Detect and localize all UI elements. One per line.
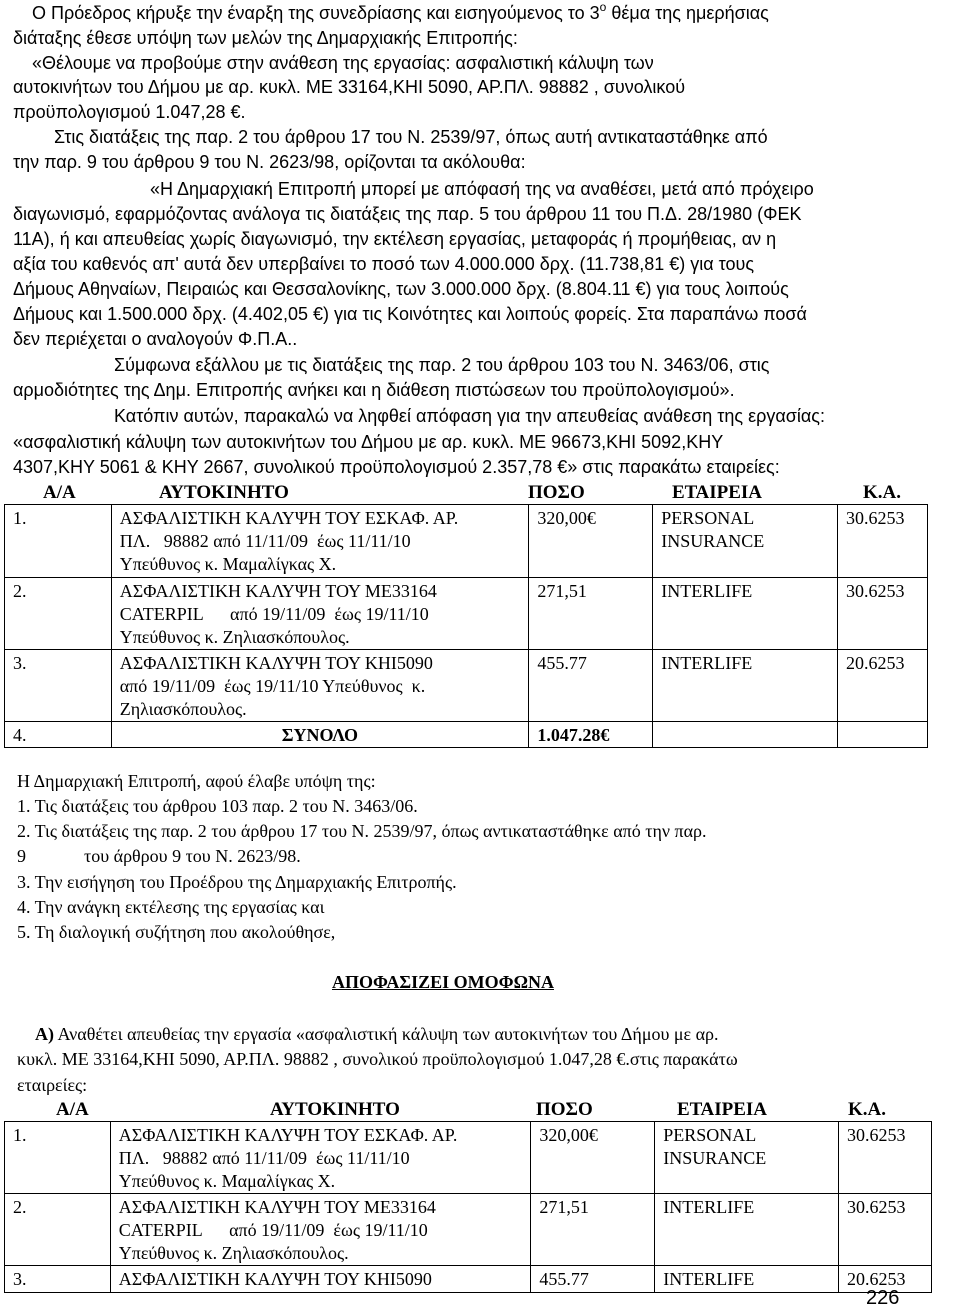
- table2-header-ka: Κ.Α.: [848, 1099, 886, 1120]
- cell-company: INTERLIFE: [655, 1194, 839, 1266]
- table1-header-num: Α/Α: [43, 482, 76, 503]
- decision-a-line-1: Α) Αναθέτει απευθείας την εργασία «ασφαλιστική κάλυψη των αυτοκινήτων του Δήμου με αρ.: [35, 1024, 719, 1044]
- intro-line-16: αρμοδιότητες της Δημ. Επιτροπής ανήκει και η διάθεση πιστώσεων του προϋπολογισμού».: [13, 380, 735, 400]
- cell-ka: 30.6253: [839, 1122, 932, 1194]
- table-row: [5, 1266, 932, 1293]
- cell-vehicle: ΑΣΦΑΛΙΣΤΙΚΗ ΚΑΛΥΨΗ ΤΟΥ ΚΗΙ5090 από 19/11/09 έως 19/11/10 Υπεύθυνος κ. Ζηλιασκόπουλος.: [111, 650, 529, 722]
- table-row: [5, 505, 928, 578]
- cell-amount: 320,00€: [531, 1122, 655, 1194]
- table1-header-ka: Κ.Α.: [863, 482, 901, 503]
- cell-vehicle: ΑΣΦΑΛΙΣΤΙΚΗ ΚΑΛΥΨΗ ΤΟΥ ΕΣΚΑΦ. ΑΡ. ΠΛ. 98882 από 11/11/09 έως 11/11/10 Υπεύθυνος κ. Μαμαλίγκας Χ.: [111, 505, 529, 578]
- table2-header-amount: ΠΟΣΟ: [536, 1099, 593, 1120]
- quote-line-3: 11Α), ή και απευθείας χωρίς διαγωνισμό, την εκτέλεση εργασίας, μεταφοράς ή προμήθειας, αν η: [13, 229, 777, 249]
- cell-vehicle: ΑΣΦΑΛΙΣΤΙΚΗ ΚΑΛΥΨΗ ΤΟΥ ΜΕ33164 CATERPIL από 19/11/09 έως 19/11/10 Υπεύθυνος κ. Ζηλιασκόπουλος.: [111, 578, 529, 650]
- quote-line-2: διαγωνισμό, εφαρμόζοντας ανάλογα τις διατάξεις της παρ. 5 του άρθρου 11 του Π.Δ. 28/1980 (ΦΕΚ: [13, 204, 802, 224]
- cell-vehicle: ΑΣΦΑΛΙΣΤΙΚΗ ΚΑΛΥΨΗ ΤΟΥ ΕΣΚΑΦ. ΑΡ. ΠΛ. 98882 από 11/11/09 έως 11/11/10 Υπεύθυνος κ. Μαμαλίγκας Χ.: [110, 1122, 531, 1194]
- cell-ka: 30.6253: [838, 505, 928, 578]
- cell-ka: [838, 722, 928, 748]
- table-row: [5, 1194, 932, 1266]
- decision-item-4: 4. Την ανάγκη εκτέλεσης της εργασίας και: [17, 897, 325, 917]
- cell-company: PERSONAL INSURANCE: [653, 505, 838, 578]
- cell-ka: 30.6253: [838, 578, 928, 650]
- cell-num: 1.: [5, 505, 112, 578]
- decision-item-5: 5. Τη διαλογική συζήτηση που ακολούθησε,: [17, 922, 336, 942]
- cell-num: 4.: [5, 722, 112, 748]
- intro-line-17: Κατόπιν αυτών, παρακαλώ να ληφθεί απόφαση για την απευθείας ανάθεση της εργασίας:: [114, 406, 825, 426]
- table-row: [5, 578, 928, 650]
- intro-line-18: «ασφαλιστική κάλυψη των αυτοκινήτων του Δήμου με αρ. κυκλ. ΜΕ 96673,ΚΗΙ 5092,ΚΗΥ: [13, 432, 724, 452]
- cell-company: INTERLIFE: [653, 650, 838, 722]
- quote-line-4: αξία του καθενός απ' αυτά δεν υπερβαίνει το ποσό των 4.000.000 δρχ. (11.738,81 €) για τους: [13, 254, 755, 274]
- cell-total-label: ΣΥΝΟΛΟ: [111, 722, 529, 748]
- table-2: [4, 1121, 932, 1293]
- intro-line-7: την παρ. 9 του άρθρου 9 του Ν. 2623/98, ορίζονται τα ακόλουθα:: [13, 152, 526, 172]
- cell-vehicle: ΑΣΦΑΛΙΣΤΙΚΗ ΚΑΛΥΨΗ ΤΟΥ ΜΕ33164 CATERPIL από 19/11/09 έως 19/11/10 Υπεύθυνος κ. Ζηλιασκόπουλος.: [110, 1194, 531, 1266]
- table1-header-company: ΕΤΑΙΡΕΙΑ: [672, 482, 763, 503]
- cell-num: 3.: [5, 650, 112, 722]
- cell-amount: 271,51: [529, 578, 653, 650]
- cell-num: 3.: [5, 1266, 111, 1293]
- decision-heading: ΑΠΟΦΑΣΙΖΕΙ ΟΜΟΦΩΝΑ: [332, 972, 554, 992]
- table-row: [5, 1122, 932, 1194]
- cell-ka: 20.6253: [838, 650, 928, 722]
- intro-line-1: Ο Πρόεδρος κήρυξε την έναρξη της συνεδρίασης και εισηγούμενος το $3^o$ θέμα της ημερήσιας: [32, 0, 769, 23]
- decision-a-line-2: κυκλ. ΜΕ 33164,ΚΗΙ 5090, ΑΡ.ΠΛ. 98882 , συνολικού προϋπολογισμού 1.047,28 €.στις παρακάτω: [17, 1049, 738, 1069]
- intro-line-2: διάταξης έθεσε υπόψη των μελών της Δημαρχιακής Επιτροπής:: [13, 28, 518, 48]
- cell-amount: 455.77: [531, 1266, 655, 1293]
- quote-line-7: δεν περιέχεται ο αναλογούν Φ.Π.Α..: [13, 329, 298, 349]
- cell-ka: 30.6253: [839, 1194, 932, 1266]
- table1-header-amount: ΠΟΣΟ: [528, 482, 585, 503]
- quote-line-1: «Η Δημαρχιακή Επιτροπή μπορεί με απόφασή της να αναθέσει, μετά από πρόχειρο: [150, 179, 814, 199]
- table-1: [4, 504, 928, 748]
- table2-header-company: ΕΤΑΙΡΕΙΑ: [677, 1099, 768, 1120]
- cell-num: 1.: [5, 1122, 111, 1194]
- decision-item-3: 3. Την εισήγηση του Προέδρου της Δημαρχιακής Επιτροπής.: [17, 872, 457, 892]
- page-number: 226: [866, 1287, 900, 1309]
- cell-vehicle: ΑΣΦΑΛΙΣΤΙΚΗ ΚΑΛΥΨΗ ΤΟΥ ΚΗΙ5090: [110, 1266, 531, 1293]
- intro-line-4: αυτοκινήτων του Δήμου με αρ. κυκλ. ΜΕ 33164,ΚΗΙ 5090, ΑΡ.ΠΛ. 98882 , συνολικού: [13, 77, 686, 97]
- table2-header-num: Α/Α: [56, 1099, 89, 1120]
- table-row: [5, 650, 928, 722]
- table2-header-vehicle: ΑΥΤΟΚΙΝΗΤΟ: [270, 1099, 400, 1120]
- table1-header-vehicle: ΑΥΤΟΚΙΝΗΤΟ: [159, 482, 289, 503]
- decision-item-2: 2. Τις διατάξεις της παρ. 2 του άρθρου 17 του Ν. 2539/97, όπως αντικαταστάθηκε από την παρ.: [17, 821, 707, 841]
- intro-line-19: 4307,ΚΗΥ 5061 & ΚΗΥ 2667, συνολικού προϋπολογισμού 2.357,78 €» στις παρακάτω εταιρείες:: [13, 457, 780, 477]
- intro-line-3: «Θέλουμε να προβούμε στην ανάθεση της εργασίας: ασφαλιστική κάλυψη των: [32, 53, 654, 73]
- cell-num: 2.: [5, 578, 112, 650]
- decision-item-2-cont: 9 του άρθρου 9 του Ν. 2623/98.: [17, 846, 301, 866]
- cell-company: INTERLIFE: [653, 578, 838, 650]
- quote-line-6: Δήμους και 1.500.000 δρχ. (4.402,05 €) για τις Κοινότητες και λοιπούς φορείς. Στα παραπάνω ποσά: [13, 304, 807, 324]
- cell-num: 2.: [5, 1194, 111, 1266]
- cell-amount: 320,00€: [529, 505, 653, 578]
- intro-line-6: Στις διατάξεις της παρ. 2 του άρθρου 17 του Ν. 2539/97, όπως αυτή αντικαταστάθηκε από: [54, 127, 768, 147]
- cell-ka: 20.6253: [839, 1266, 932, 1293]
- cell-company: [653, 722, 838, 748]
- table-row-total: [5, 722, 928, 748]
- decision-intro: Η Δημαρχιακή Επιτροπή, αφού έλαβε υπόψη της:: [17, 771, 376, 791]
- cell-total-amount: 1.047.28€: [529, 722, 653, 748]
- cell-company: PERSONAL INSURANCE: [655, 1122, 839, 1194]
- intro-line-15: Σύμφωνα εξάλλου με τις διατάξεις της παρ. 2 του άρθρου 103 του Ν. 3463/06, στις: [114, 355, 770, 375]
- decision-item-1: 1. Τις διατάξεις του άρθρου 103 παρ. 2 του Ν. 3463/06.: [17, 796, 418, 816]
- intro-line-5: προϋπολογισμού 1.047,28 €.: [13, 102, 246, 122]
- quote-line-5: Δήμους Αθηναίων, Πειραιώς και Θεσσαλονίκης, των 3.000.000 δρχ. (8.804.11 €) για τους λοιπούς: [13, 279, 789, 299]
- cell-amount: 455.77: [529, 650, 653, 722]
- cell-amount: 271,51: [531, 1194, 655, 1266]
- decision-a-line-3: εταιρείες:: [17, 1075, 88, 1095]
- cell-company: INTERLIFE: [655, 1266, 839, 1293]
